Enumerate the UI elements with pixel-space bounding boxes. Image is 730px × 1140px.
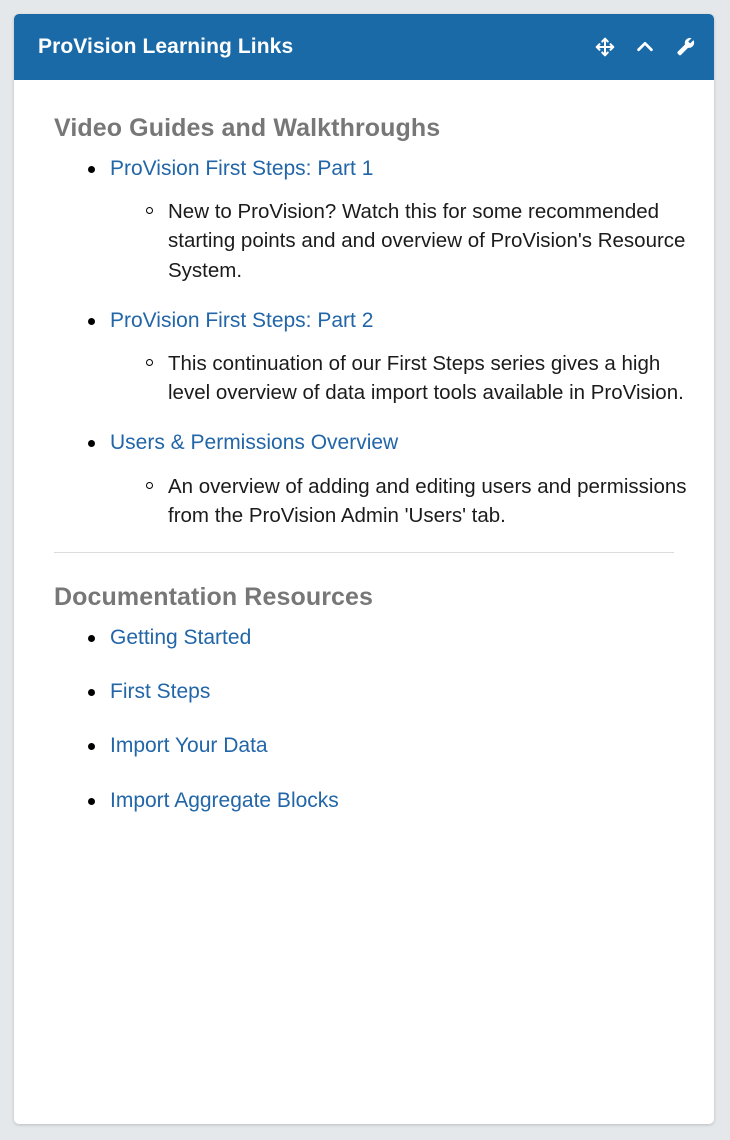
- doc-link-first-steps[interactable]: First Steps: [110, 680, 211, 704]
- doc-link-getting-started[interactable]: Getting Started: [110, 625, 252, 649]
- video-description-list-1: [110, 197, 688, 284]
- doc-link-import-aggregate-blocks[interactable]: Import Aggregate Blocks: [110, 788, 339, 812]
- widget-title: ProVision Learning Links: [38, 35, 294, 58]
- video-link-2[interactable]: ProVision First Steps: Part 2: [110, 308, 374, 332]
- video-link-3[interactable]: Users & Permissions Overview: [110, 431, 399, 455]
- list-item: [110, 732, 688, 760]
- list-item: [168, 197, 688, 284]
- list-item: [110, 307, 688, 408]
- list-item: [110, 624, 688, 652]
- widget-body: [14, 80, 714, 1124]
- widget-header-controls: [594, 36, 696, 58]
- video-description-list-3: [110, 472, 688, 530]
- list-item: [110, 155, 688, 285]
- list-item: [110, 429, 688, 530]
- doc-link-import-your-data[interactable]: Import Your Data: [110, 734, 268, 758]
- move-icon[interactable]: [594, 36, 616, 58]
- section-title-documentation: Documentation Resources: [54, 582, 374, 611]
- list-item: [168, 349, 688, 407]
- video-description-1: New to ProVision? Watch this for some recommended starting points and and overview of ProVision's Resource System.: [168, 200, 686, 282]
- video-guides-list: [40, 155, 688, 530]
- learning-links-widget: [14, 14, 714, 1124]
- list-item: [110, 787, 688, 815]
- video-description-3: An overview of adding and editing users and permissions from the ProVision Admin 'Users' tab.: [168, 474, 687, 527]
- list-item: [110, 678, 688, 706]
- list-item: [168, 472, 688, 530]
- video-description-list-2: [110, 349, 688, 407]
- wrench-settings-icon[interactable]: [674, 36, 696, 58]
- section-title-videos: Video Guides and Walkthroughs: [54, 114, 441, 142]
- widget-header: [14, 14, 714, 80]
- collapse-chevron-up-icon[interactable]: [634, 36, 656, 58]
- documentation-links-list: [40, 624, 688, 815]
- section-divider: [54, 552, 674, 553]
- video-link-1[interactable]: ProVision First Steps: Part 1: [110, 157, 374, 180]
- video-description-2: This continuation of our First Steps series gives a high level overview of data import tools available in ProVision.: [168, 352, 684, 405]
